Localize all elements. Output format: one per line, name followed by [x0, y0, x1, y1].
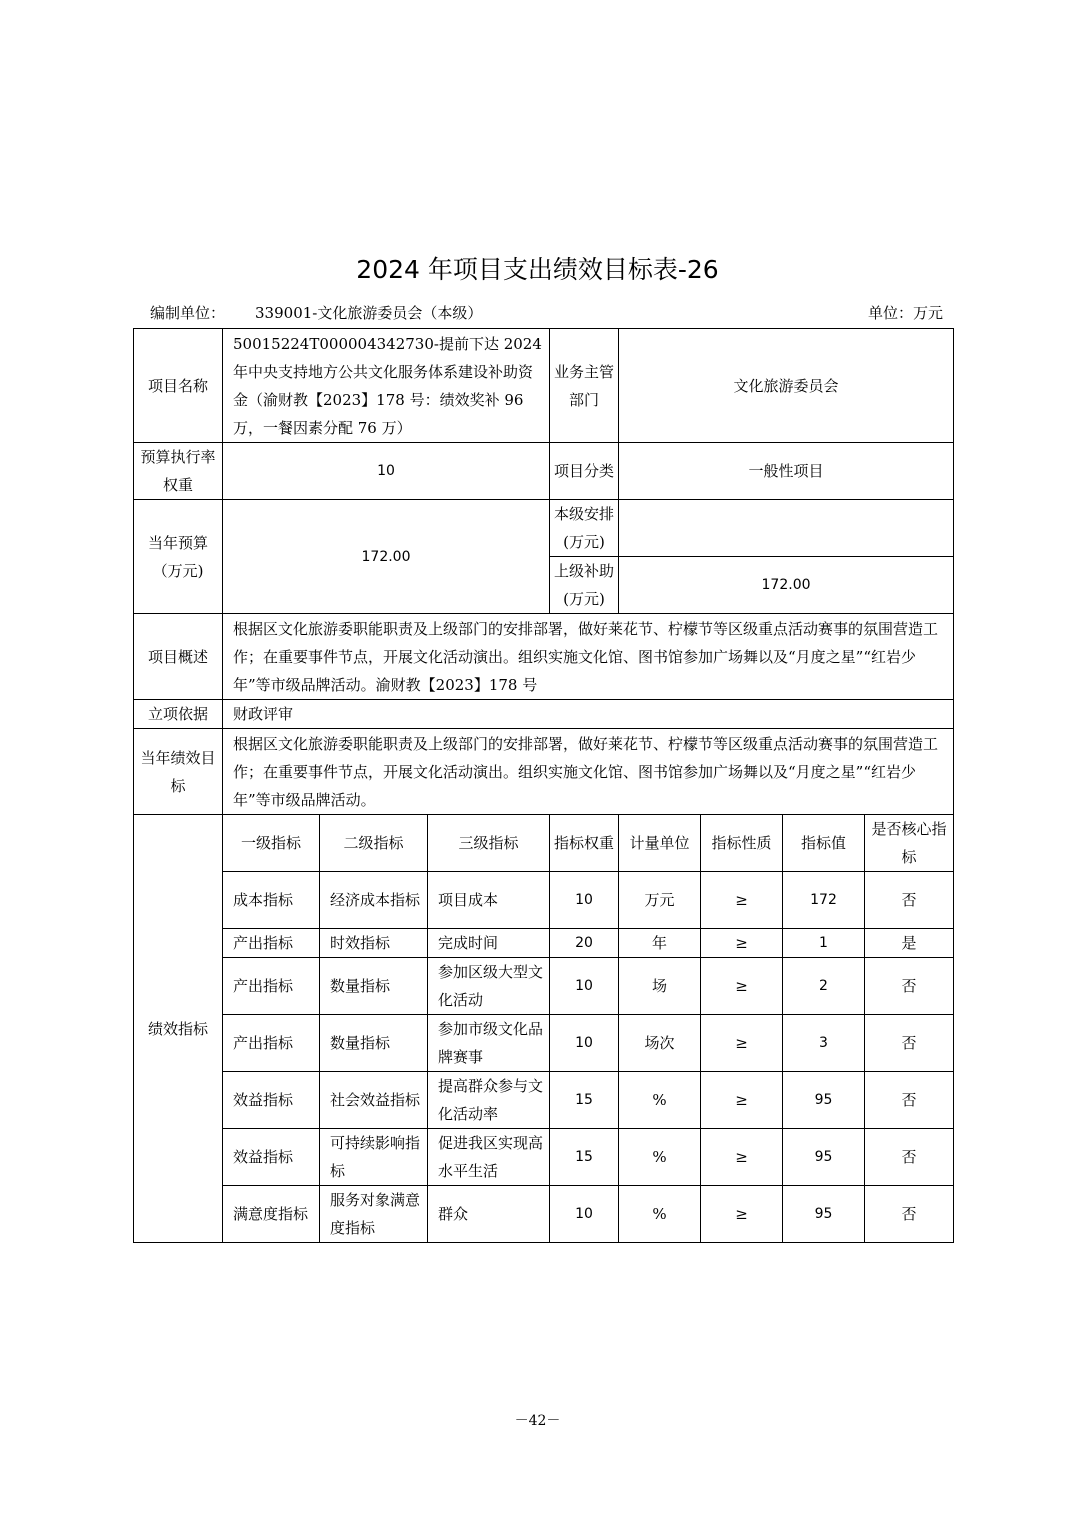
local-budget-value [619, 500, 954, 557]
row-level2: 可持续影响指标 [320, 1129, 428, 1186]
row-level1: 产出指标 [223, 958, 320, 1015]
row-core: 否 [865, 872, 954, 929]
row-level3: 参加区级大型文化活动 [428, 958, 550, 1015]
row-weight: 10 [550, 872, 619, 929]
overview-label: 项目概述 [134, 614, 223, 700]
header-unit: 计量单位 [619, 815, 701, 872]
row-value: 95 [783, 1129, 865, 1186]
table-row [134, 1186, 954, 1243]
local-budget-label: 本级安排(万元) [550, 500, 619, 557]
header-level2: 二级指标 [320, 815, 428, 872]
row-level1: 产出指标 [223, 1015, 320, 1072]
upper-subsidy-value: 172.00 [619, 557, 954, 614]
row-unit: % [619, 1186, 701, 1243]
row-level3: 项目成本 [428, 872, 550, 929]
row-core: 否 [865, 1015, 954, 1072]
row-level3: 完成时间 [428, 929, 550, 958]
basis-label: 立项依据 [134, 700, 223, 729]
header-nature: 指标性质 [701, 815, 783, 872]
page-title: 2024 年项目支出绩效目标表-26 [356, 255, 719, 284]
dept-label: 业务主管部门 [550, 329, 619, 443]
basis-value: 财政评审 [223, 700, 954, 729]
overview-value: 根据区文化旅游委职能职责及上级部门的安排部署，做好莱花节、柠檬节等区级重点活动赛事的氛围营造工作；在重要事件节点，开展文化活动演出。组织实施文化馆、图书馆参加广场舞以及“月度之星”“红岩少年”等市级品牌活动。渝财教【2023】178 号 [223, 614, 954, 700]
row-value: 3 [783, 1015, 865, 1072]
exec-weight-value: 10 [223, 443, 550, 500]
row-weight: 10 [550, 958, 619, 1015]
upper-subsidy-label: 上级补助(万元) [550, 557, 619, 614]
row-level1: 效益指标 [223, 1072, 320, 1129]
row-core: 否 [865, 1129, 954, 1186]
exec-weight-label: 预算执行率权重 [134, 443, 223, 500]
row-unit: 年 [619, 929, 701, 958]
row-nature: ≥ [701, 958, 783, 1015]
row-unit: % [619, 1072, 701, 1129]
category-value: 一般性项目 [619, 443, 954, 500]
table-row [134, 929, 954, 958]
row-level3: 提高群众参与文化活动率 [428, 1072, 550, 1129]
currency-unit: 单位：万元 [867, 304, 943, 322]
row-core: 否 [865, 958, 954, 1015]
row-level2: 服务对象满意度指标 [320, 1186, 428, 1243]
budget-label: 当年预算（万元) [134, 500, 223, 614]
row-nature: ≥ [701, 1072, 783, 1129]
dept-value: 文化旅游委员会 [619, 329, 954, 443]
row-core: 否 [865, 1186, 954, 1243]
row-core: 否 [865, 1072, 954, 1129]
row-value: 95 [783, 1072, 865, 1129]
compiling-unit [150, 303, 482, 323]
row-level2: 经济成本指标 [320, 872, 428, 929]
header-level3: 三级指标 [428, 815, 550, 872]
row-nature: ≥ [701, 1129, 783, 1186]
table-row [134, 1015, 954, 1072]
indicators-section-label: 绩效指标 [134, 815, 223, 1243]
row-level2: 数量指标 [320, 958, 428, 1015]
row-level3: 群众 [428, 1186, 550, 1243]
goal-value: 根据区文化旅游委职能职责及上级部门的安排部署，做好莱花节、柠檬节等区级重点活动赛事的氛围营造工作；在重要事件节点，开展文化活动演出。组织实施文化馆、图书馆参加广场舞以及“月度之星”“红岩少年”等市级品牌活动。 [223, 729, 954, 815]
row-level1: 成本指标 [223, 872, 320, 929]
table-row [134, 958, 954, 1015]
row-nature: ≥ [701, 1015, 783, 1072]
row-level1: 效益指标 [223, 1129, 320, 1186]
row-level2: 社会效益指标 [320, 1072, 428, 1129]
row-level1: 满意度指标 [223, 1186, 320, 1243]
row-weight: 10 [550, 1186, 619, 1243]
compiling-unit-label: 编制单位： [150, 304, 226, 322]
row-unit: 万元 [619, 872, 701, 929]
header-core: 是否核心指标 [865, 815, 954, 872]
row-level2: 时效指标 [320, 929, 428, 958]
row-unit: % [619, 1129, 701, 1186]
row-nature: ≥ [701, 1186, 783, 1243]
row-weight: 15 [550, 1129, 619, 1186]
category-label: 项目分类 [550, 443, 619, 500]
row-nature: ≥ [701, 872, 783, 929]
project-name-label: 项目名称 [134, 329, 223, 443]
performance-target-table [133, 328, 954, 1243]
row-unit: 场次 [619, 1015, 701, 1072]
table-row [134, 872, 954, 929]
row-nature: ≥ [701, 929, 783, 958]
compiling-unit-value: 339001-文化旅游委员会（本级） [255, 304, 483, 322]
row-value: 1 [783, 929, 865, 958]
row-value: 95 [783, 1186, 865, 1243]
row-weight: 20 [550, 929, 619, 958]
header-value: 指标值 [783, 815, 865, 872]
row-level3: 参加市级文化品牌赛事 [428, 1015, 550, 1072]
row-value: 172 [783, 872, 865, 929]
budget-value: 172.00 [223, 500, 550, 614]
page-number: －42－ [514, 1413, 561, 1429]
row-weight: 10 [550, 1015, 619, 1072]
row-level3: 促进我区实现高水平生活 [428, 1129, 550, 1186]
table-row [134, 1129, 954, 1186]
header-level1: 一级指标 [223, 815, 320, 872]
row-value: 2 [783, 958, 865, 1015]
row-level2: 数量指标 [320, 1015, 428, 1072]
table-row [134, 1072, 954, 1129]
header-weight: 指标权重 [550, 815, 619, 872]
row-unit: 场 [619, 958, 701, 1015]
row-level1: 产出指标 [223, 929, 320, 958]
project-name-value: 50015224T000004342730-提前下达 2024 年中央支持地方公共文化服务体系建设补助资金（渝财教【2023】178 号：绩效奖补 96 万，一餐因素分配 76 万） [223, 329, 550, 443]
row-core: 是 [865, 929, 954, 958]
row-weight: 15 [550, 1072, 619, 1129]
indicator-header-row [134, 815, 954, 872]
goal-label: 当年绩效目标 [134, 729, 223, 815]
